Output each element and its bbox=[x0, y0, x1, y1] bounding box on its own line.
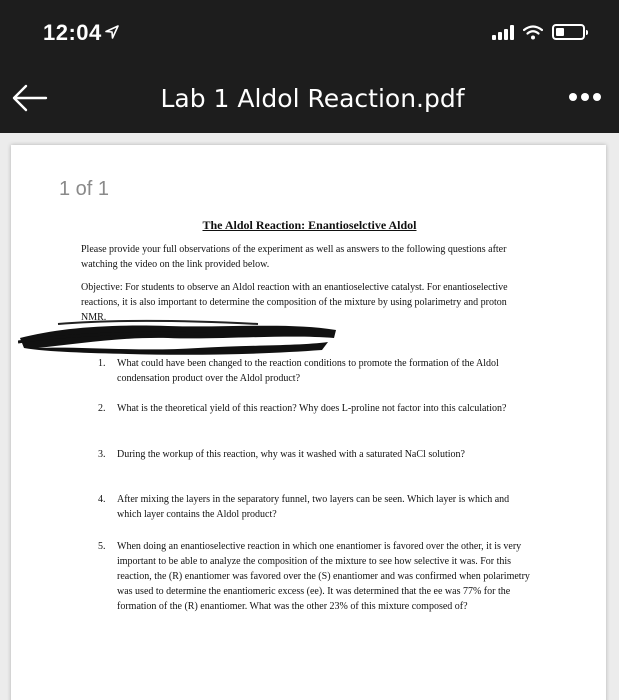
document-heading: The Aldol Reaction: Enantioselctive Aldol bbox=[202, 218, 417, 232]
status-icons bbox=[492, 22, 585, 42]
top-bar bbox=[0, 0, 619, 133]
wifi-icon bbox=[523, 25, 543, 40]
question-number: 1. bbox=[98, 358, 106, 369]
more-options-button[interactable] bbox=[569, 90, 601, 104]
objective-paragraph: Objective: For students to observe an Aldol reaction with an enantioselective catalyst. For enantioselective reactions, it is also important to determine the composition of the mixture by using polarimetry and proton NMR. bbox=[81, 282, 508, 323]
page-indicator: 1 of 1 bbox=[59, 178, 110, 200]
question-text: After mixing the layers in the separatory funnel, two layers can be seen. Which layer is which and which layer contains the Aldol product? bbox=[117, 494, 510, 520]
question-text: What could have been changed to the reaction conditions to promote the formation of the Aldol condensation product over the Aldol product? bbox=[117, 358, 499, 384]
question-number: 5. bbox=[98, 541, 106, 552]
intro-paragraph: Please provide your full observations of the experiment as well as answers to the following questions after watching the video on the link provided below. bbox=[81, 244, 507, 270]
redaction-scribble bbox=[18, 318, 338, 356]
location-arrow-icon bbox=[104, 24, 120, 40]
question-item bbox=[98, 356, 536, 386]
more-dots-icon bbox=[569, 93, 577, 101]
question-item bbox=[98, 401, 536, 416]
status-time: 12:04 bbox=[43, 20, 102, 45]
signal-icon bbox=[492, 25, 514, 40]
question-item bbox=[98, 492, 536, 522]
document-title: Lab 1 Aldol Reaction.pdf bbox=[160, 84, 465, 113]
question-text: During the workup of this reaction, why was it washed with a saturated NaCl solution? bbox=[117, 449, 465, 460]
question-item bbox=[98, 447, 536, 462]
question-text: What is the theoretical yield of this reaction? Why does L-proline not factor into this calculation? bbox=[117, 403, 507, 414]
battery-icon bbox=[552, 24, 585, 40]
question-number: 3. bbox=[98, 449, 106, 460]
question-text: When doing an enantioselective reaction in which one enantiomer is favored over the other, it is very important to be able to analyze the composition of the mixture to see how selective it was. For this reaction, the (R) enantiomer was favored over the (S) enantiomer and was confirmed when polarimetry was used to determine the enantiomeric excess (ee). It was determined that the ee was 77% for the formation of the (R) enantiomer. What was the other 23% of this mixture composed of? bbox=[117, 541, 530, 612]
question-number: 4. bbox=[98, 494, 106, 505]
question-item bbox=[98, 539, 536, 614]
question-number: 2. bbox=[98, 403, 106, 414]
